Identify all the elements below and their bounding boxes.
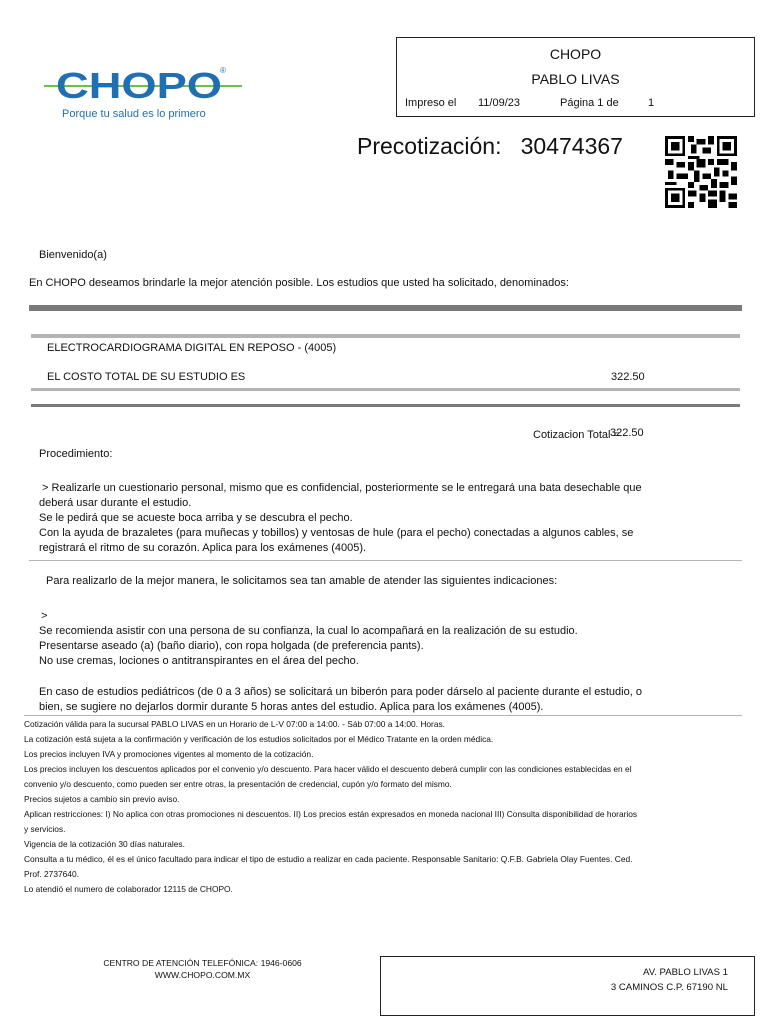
study-name: ELECTROCARDIOGRAMA DIGITAL EN REPOSO - (4005) (47, 342, 337, 354)
note-line: Precios sujetos a cambio sin previo aviso. (24, 794, 180, 804)
svg-text:CHOPO: CHOPO (56, 65, 222, 106)
note-line: Prof. 2737640. (24, 869, 79, 879)
header-box (396, 37, 755, 117)
instruction-line: Se recomienda asistir con una persona de su confianza, la cual lo acompañará en la realización de su estudio. (39, 625, 578, 637)
procedure-line: Se le pedirá que se acueste boca arriba y se descubra el pecho. (39, 512, 353, 524)
study-cost-label: EL COSTO TOTAL DE SU ESTUDIO ES (47, 371, 246, 383)
study-bottom-rule (31, 388, 740, 391)
study-cost-value: 322.50 (611, 371, 645, 383)
total-value: 322.50 (610, 427, 644, 439)
printed-label: Impreso el (405, 97, 457, 109)
pediatric-line: En caso de estudios pediátricos (de 0 a 3 años) se solicitará un biberón para poder dárselo al paciente durante el estudio, o (39, 686, 642, 698)
instructions-list (39, 624, 739, 669)
note-line: La cotización está sujeta a la confirmación y verificación de los estudios solicitados por el Médico Tratante en la orden médica. (24, 734, 494, 744)
procedure-line: registrará el ritmo de su corazón. Aplica para los exámenes (4005). (39, 542, 367, 554)
note-line: convenio y/o descuento, como pueden ser entre otras, la presentación de credencial, cupón y/o formato del mismo. (24, 779, 452, 789)
notes-list (24, 717, 724, 897)
instructions-intro: Para realizarlo de la mejor manera, le solicitamos sea tan amable de atender las siguientes indicaciones: (46, 575, 558, 587)
procedure-line: deberá usar durante el estudio. (39, 497, 192, 509)
note-line: Los precios incluyen los descuentos aplicados por el convenio y/o descuento. Para hacer válido el descuento deberá cumplir con las condiciones establecidas en el (24, 764, 632, 774)
study-top-rule (31, 334, 740, 338)
procedure-rule (29, 560, 742, 561)
note-line: y servicios. (24, 824, 66, 834)
quote-title (357, 133, 623, 160)
header-branch: PABLO LIVAS (531, 71, 620, 87)
instruction-line: Presentarse aseado (a) (baño diario), con ropa holgada (de preferencia pants). (39, 640, 424, 652)
procedure-line: Con la ayuda de brazaletes (para muñecas y tobillos) y ventosas de hule (para el pecho) conectadas a algunos cables, se (39, 527, 634, 539)
instruction-line: No use cremas, lociones o antitranspirantes en el área del pecho. (39, 655, 359, 667)
note-line: Los precios incluyen IVA y promociones vigentes al momento de la cotización. (24, 749, 314, 759)
procedure-title: Procedimiento: (39, 448, 113, 460)
note-line: Vigencia de la cotización 30 días naturales. (24, 839, 185, 849)
printed-date: 11/09/23 (478, 97, 521, 109)
pediatric-line: bien, se sugiere no dejarlos dormir durante 5 horas antes del estudio. Aplica para los exámenes (4005). (39, 701, 544, 713)
logo-tagline: Porque tu salud es lo primero (62, 108, 206, 120)
svg-text:®: ® (220, 66, 226, 75)
header-org: CHOPO (549, 46, 602, 62)
procedure-line: > Realizarle un cuestionario personal, mismo que es confidencial, posteriormente se le entregará una bata desechable que (39, 482, 642, 494)
address-box (380, 956, 755, 1016)
note-line: Cotización válida para la sucursal PABLO LIVAS en un Horario de L-V 07:00 a 14:00. - Sáb 07:00 a 14:00. Horas. (24, 719, 446, 729)
footer-phone: CENTRO DE ATENCIÓN TELEFÓNICA: 1946-0606 (103, 958, 302, 968)
note-line: Consulta a tu médico, él es el único facultado para indicar el tipo de estudio a realizar en cada paciente. Responsable Sanitario: Q.F.B. Gabriela Olay Fuentes. Ced. (24, 854, 633, 864)
footer-contact (60, 957, 345, 981)
intro-text: En CHOPO deseamos brindarle la mejor atención posible. Los estudios que usted ha solicitado, denominados: (29, 277, 569, 289)
address-line-2: 3 CAMINOS C.P. 67190 NL (610, 982, 728, 993)
footer-website[interactable]: WWW.CHOPO.COM.MX (154, 970, 251, 980)
procedure-text (39, 481, 739, 556)
page-total: 1 (648, 97, 655, 109)
instructions-marker: > (41, 610, 48, 622)
address-line-1: AV. PABLO LIVAS 1 (643, 967, 728, 978)
section-divider (29, 305, 742, 311)
greeting: Bienvenido(a) (39, 249, 107, 261)
qr-code (665, 136, 737, 208)
page-label: Página 1 de (560, 97, 619, 109)
notes-rule (24, 715, 742, 716)
pediatric-note (39, 685, 739, 715)
total-label: Cotizacion Total = (533, 429, 620, 441)
quote-number: 30474367 (520, 133, 623, 159)
total-divider (31, 404, 740, 407)
note-line: Lo atendió el numero de colaborador 12115 de CHOPO. (24, 884, 233, 894)
note-line: Aplican restricciones: I) No aplica con otras promociones ni descuentos. II) Los precios están expresados en moneda nacional III) Consulta disponibilidad de horarios (24, 809, 638, 819)
quote-label: Precotización: (357, 133, 502, 159)
